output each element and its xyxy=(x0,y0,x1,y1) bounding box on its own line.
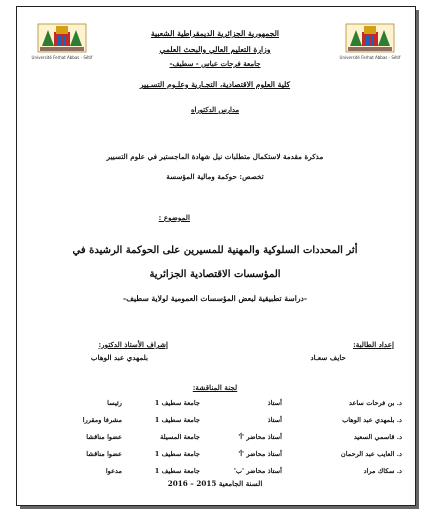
member-university: جامعة سطيف 1 xyxy=(154,466,200,475)
header-faculty: كلية العلوم الاقتصادية، التجـارية وعلـوم التسـيير xyxy=(139,80,291,89)
memo-specialty: تخصص: حوكمة ومالية المؤسسة xyxy=(166,172,264,181)
university-logo-right xyxy=(339,16,401,62)
table-row xyxy=(36,462,402,479)
member-name: د. سكاك مراد xyxy=(363,466,402,475)
member-role: مشرفا ومقررا xyxy=(82,415,122,424)
committee-table xyxy=(36,394,402,479)
supervisor-name: بلمهدي عبد الوهاب xyxy=(90,353,148,362)
member-role: عضوا مناقشا xyxy=(86,432,122,441)
logo-caption-right: Université Ferhat Abbas - Sétif xyxy=(339,55,401,60)
member-role: رئيسا xyxy=(107,398,122,407)
header-university: جامعة فرحات عباس - سطيف- xyxy=(169,59,261,68)
academic-year: السنة الجامعية 2015 – 2016 xyxy=(167,479,263,488)
thesis-subtitle: -دراسة تطبيقية لبعض المؤسسات العمومية لولاية سطيف- xyxy=(122,294,308,303)
member-role: مدعوا xyxy=(105,466,122,475)
member-university: جامعة سطيف 1 xyxy=(154,449,200,458)
member-name: د. العايب عبد الرحمان xyxy=(340,449,402,458)
page-shadow-bottom xyxy=(20,506,419,509)
header-ministry: وزارة التعليم العالي والبحث العلمي xyxy=(159,45,271,54)
table-row xyxy=(36,428,402,445)
member-rank: أستاذ xyxy=(267,398,282,407)
member-name: د. بن فرحات ساعد xyxy=(349,398,402,407)
committee-title: لجنة المناقشة: xyxy=(192,383,238,392)
memo-purpose: مذكرة مقدمة لاستكمال متطلبات نيل شهادة الماجستير في علوم التسيير xyxy=(106,152,324,161)
member-name: د. قاسمي السعيد xyxy=(353,432,402,441)
header-republic: الجمهورية الجزائرية الديمقراطية الشعبية xyxy=(150,29,279,38)
thesis-title-line1: أثر المحددات السلوكية والمهنية للمسيرين على الحوكمة الرشيدة في xyxy=(72,245,358,256)
logo-caption-left: Université Ferhat Abbas - Sétif xyxy=(31,55,93,60)
thesis-title-line2: المؤسسات الاقتصادية الجزائرية xyxy=(149,269,281,280)
member-rank: أستاذ xyxy=(267,415,282,424)
member-rank: أستاذ محاضر 'ب' xyxy=(233,466,282,475)
page-shadow-right xyxy=(416,10,419,507)
member-role: عضوا مناقشا xyxy=(86,449,122,458)
member-name: د. بلمهدي عبد الوهاب xyxy=(342,415,402,424)
header-school: مدارس الدكتوراه xyxy=(190,106,240,114)
member-university: جامعة المسيلة xyxy=(160,432,200,441)
member-university: جامعة سطيف 1 xyxy=(154,415,200,424)
table-row xyxy=(36,394,402,411)
university-logo-left xyxy=(31,16,93,62)
table-row xyxy=(36,445,402,462)
member-university: جامعة سطيف 1 xyxy=(154,398,200,407)
student-name: حايف سعـاد xyxy=(310,353,346,362)
supervisor-label: إشراف الأستاذ الدكتور: xyxy=(98,340,168,349)
member-rank: أستاذ محاضر 'أ' xyxy=(238,449,282,458)
member-rank: أستاذ محاضر 'أ' xyxy=(238,432,282,441)
table-row xyxy=(36,411,402,428)
prepared-by-label: إعداد الطالبة: xyxy=(353,340,394,349)
topic-label: الموضوع : xyxy=(158,213,190,222)
